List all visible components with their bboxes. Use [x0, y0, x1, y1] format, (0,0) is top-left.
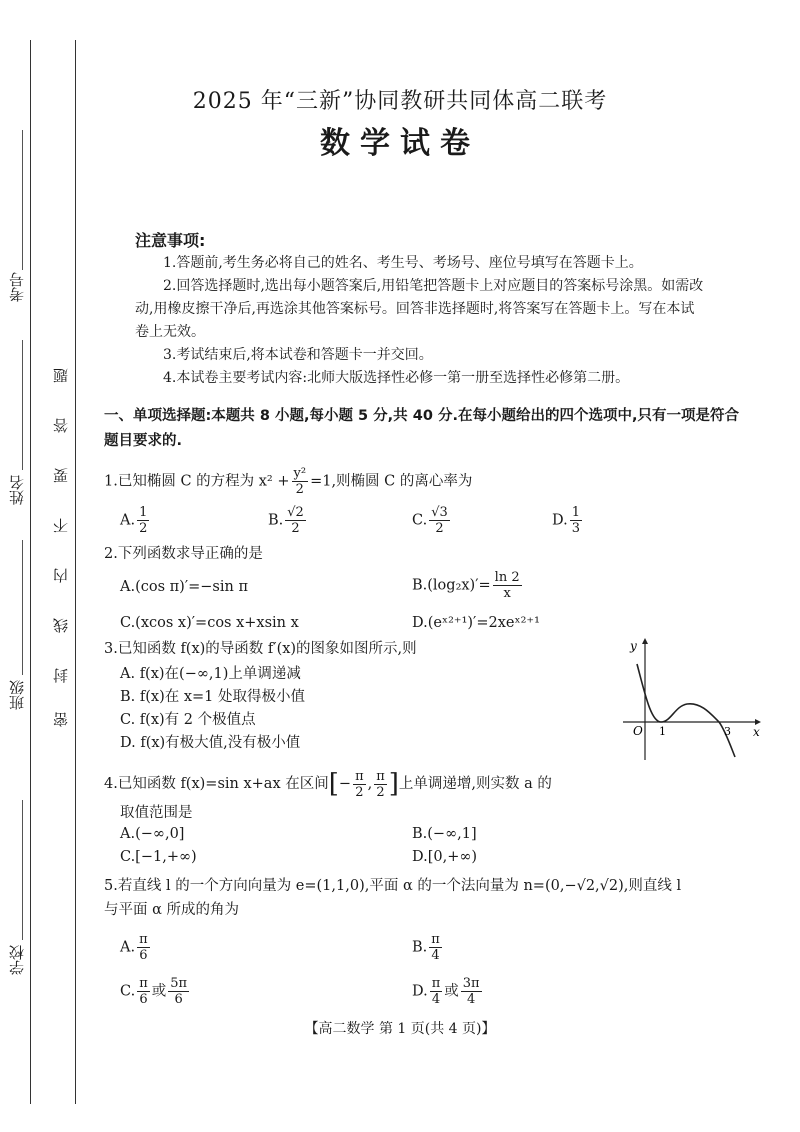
- opt-label: A.: [120, 939, 136, 956]
- seal-char: 线: [52, 618, 70, 633]
- question-2-option-c[interactable]: C.(xcos x)′=cos x+xsin x: [120, 615, 299, 631]
- opt-label: B.: [412, 939, 428, 956]
- derivative-graph: [615, 632, 765, 767]
- opt-den: 2: [435, 521, 444, 536]
- opt-num: 1: [139, 505, 148, 520]
- opt-label: D.: [412, 983, 428, 1000]
- opt-frac: [137, 932, 150, 963]
- opt-or: 或: [444, 983, 459, 1000]
- question-5-stem: 5.若直线 l 的一个方向向量为 e=(1,1,0),平面 α 的一个法向量为 n=(0,−√2,√2),则直线 l: [104, 878, 682, 894]
- question-3-option-b[interactable]: B. f(x)在 x=1 处取得极小值: [120, 689, 306, 705]
- opt-num: √2: [287, 505, 304, 520]
- y-axis-arrow-icon: [642, 638, 648, 644]
- opt-num: 3π: [462, 976, 480, 991]
- opt-label: B.: [268, 512, 284, 529]
- question-2-stem: 2.下列函数求导正确的是: [104, 546, 263, 562]
- q4-stem-b: 上单调递增,则实数 a 的: [398, 776, 552, 792]
- q2-b-text: B.(log₂x)′=: [412, 577, 491, 594]
- opt-frac: [430, 976, 443, 1007]
- q4-frac-left: [353, 769, 366, 800]
- opt-den: 6: [174, 992, 183, 1007]
- opt-num: π: [431, 932, 440, 947]
- opt-num: π: [431, 976, 441, 991]
- question-3-option-a[interactable]: A. f(x)在(−∞,1)上单调递减: [120, 666, 301, 682]
- class-line[interactable]: [22, 540, 23, 675]
- opt-den: 2: [291, 521, 300, 536]
- q1-stem-a: 1.已知椭圆 C 的方程为 x² +: [104, 473, 290, 490]
- question-2-option-a[interactable]: A.(cos π)′=−sin π: [120, 579, 248, 595]
- sidebar-field-exam-number: 考号: [8, 272, 26, 302]
- notice-heading: 注意事项:: [135, 231, 206, 250]
- seal-char: 不: [52, 518, 70, 533]
- seal-char: 封: [52, 668, 70, 683]
- q4-int-sep: ,: [367, 776, 373, 792]
- q4-frac-num: π: [355, 768, 364, 784]
- notice-item: 2.回答选择题时,选出每小题答案后,用铅笔把答题卡上对应题目的答案标号涂黑。如需改动,用橡皮擦干净后,再选涂其他答案标号。回答非选择题时,将答案写在答题卡上。写在本试卷上无效。: [135, 278, 704, 340]
- name-line[interactable]: [22, 340, 23, 470]
- question-2-option-d[interactable]: D.(eˣ²⁺¹)′=2xeˣ²⁺¹: [412, 615, 540, 631]
- question-4-option-b[interactable]: B.(−∞,1]: [412, 826, 477, 842]
- q4-stem-a: 4.已知函数 f(x)=sin x+ax 在区间: [104, 776, 329, 792]
- binding-line-outer: [30, 40, 31, 1104]
- graph-label-origin: O: [633, 724, 643, 738]
- opt-num: √3: [431, 505, 448, 520]
- question-1-option-d[interactable]: [552, 505, 584, 536]
- opt-frac: [570, 505, 582, 536]
- exam-title: 2025 年“三新”协同教研共同体高二联考: [192, 89, 608, 114]
- opt-num: π: [139, 932, 148, 947]
- opt-den: 6: [139, 948, 148, 963]
- question-4-option-c[interactable]: C.[−1,+∞): [120, 849, 197, 865]
- question-5-option-c[interactable]: [120, 976, 191, 1007]
- q4-frac-num: π: [376, 768, 385, 784]
- notice-item: 1.答题前,考生务必将自己的姓名、考生号、考场号、座位号填写在答题卡上。: [163, 255, 643, 271]
- question-5-stem-cont: 与平面 α 所成的角为: [104, 902, 240, 918]
- question-5-option-d[interactable]: [412, 976, 484, 1007]
- opt-den: 6: [139, 992, 148, 1007]
- question-1-option-b[interactable]: [268, 505, 308, 536]
- question-4-option-a[interactable]: A.(−∞,0]: [120, 826, 185, 842]
- opt-frac: [137, 505, 149, 536]
- seal-char: 内: [52, 568, 70, 583]
- opt-frac: [493, 570, 522, 601]
- opt-label: C.: [120, 983, 136, 1000]
- section-heading: 一、单项选择题:本题共 8 小题,每小题 5 分,共 40 分.在每小题给出的四个选项中,只有一项是符合题目要求的.: [104, 408, 739, 449]
- sidebar-field-name: 姓名: [8, 475, 26, 505]
- question-1-option-a[interactable]: [120, 505, 151, 536]
- binding-line-inner: [75, 40, 76, 1104]
- school-line[interactable]: [22, 800, 23, 940]
- opt-den: 4: [431, 948, 440, 963]
- seal-char: 题: [52, 368, 70, 383]
- graph-label-x: x: [753, 725, 760, 739]
- opt-den: 4: [431, 992, 441, 1007]
- q1-frac-den: 2: [295, 482, 304, 497]
- question-5-option-a[interactable]: [120, 932, 152, 963]
- opt-den: 4: [467, 992, 476, 1007]
- opt-label: A.: [120, 512, 136, 529]
- opt-frac: [429, 932, 442, 963]
- question-2-option-b[interactable]: [412, 570, 524, 601]
- q1-frac-num: y²: [293, 466, 307, 481]
- q4-frac-right: [374, 769, 387, 800]
- question-1-stem: [104, 466, 472, 497]
- question-3-stem: 3.已知函数 f(x)的导函数 f′(x)的图象如图所示,则: [104, 641, 417, 657]
- question-3-option-c[interactable]: C. f(x)有 2 个极值点: [120, 712, 256, 728]
- question-1-option-c[interactable]: [412, 505, 452, 536]
- q4-int-minus: −: [338, 776, 352, 792]
- question-3-option-d[interactable]: D. f(x)有极大值,没有极小值: [120, 735, 301, 751]
- q1-stem-b: =1,则椭圆 C 的离心率为: [310, 473, 473, 490]
- opt-frac: [429, 505, 450, 536]
- exam-subtitle: 数学试卷: [320, 126, 480, 161]
- notice-item: 4.本试卷主要考试内容:北师大版选择性必修一第一册至选择性必修第二册。: [163, 370, 630, 386]
- opt-den: 3: [571, 521, 580, 536]
- seal-char: 要: [52, 468, 70, 483]
- opt-or: 或: [151, 983, 167, 1000]
- question-5-option-b[interactable]: [412, 932, 444, 963]
- interval-left-bracket: [: [328, 769, 339, 799]
- notice-item: 3.考试结束后,将本试卷和答题卡一并交回。: [163, 347, 433, 363]
- opt-frac: [285, 505, 306, 536]
- opt-den: 2: [139, 521, 148, 536]
- opt-frac: [137, 976, 150, 1007]
- q1-frac: [292, 466, 309, 497]
- q4-frac-den: 2: [355, 784, 364, 800]
- interval-right-bracket: ]: [388, 769, 399, 799]
- opt-den: x: [503, 586, 511, 601]
- graph-tick-3: 3: [724, 725, 731, 738]
- page-footer: 【高二数学 第 1 页(共 4 页)】: [304, 1021, 496, 1037]
- seal-char: 答: [52, 418, 70, 433]
- sidebar-field-school: 学校: [8, 945, 26, 975]
- opt-num: 1: [571, 505, 580, 520]
- opt-num: ln 2: [494, 570, 520, 585]
- opt-label: C.: [412, 512, 428, 529]
- opt-num: 5π: [170, 976, 188, 991]
- graph-label-y: y: [630, 639, 637, 653]
- graph-tick-1: 1: [659, 725, 666, 738]
- derivative-curve: [637, 664, 735, 757]
- opt-num: π: [139, 976, 148, 991]
- seal-char: 密: [52, 712, 70, 727]
- question-4-stem: [104, 764, 552, 804]
- question-4-stem-cont: 取值范围是: [120, 805, 193, 821]
- sidebar-field-class: 班级: [8, 680, 26, 710]
- question-4-option-d[interactable]: D.[0,+∞): [412, 849, 478, 865]
- opt-label: D.: [552, 512, 568, 529]
- q4-frac-den: 2: [376, 784, 385, 800]
- opt-frac: [168, 976, 189, 1007]
- opt-frac: [461, 976, 482, 1007]
